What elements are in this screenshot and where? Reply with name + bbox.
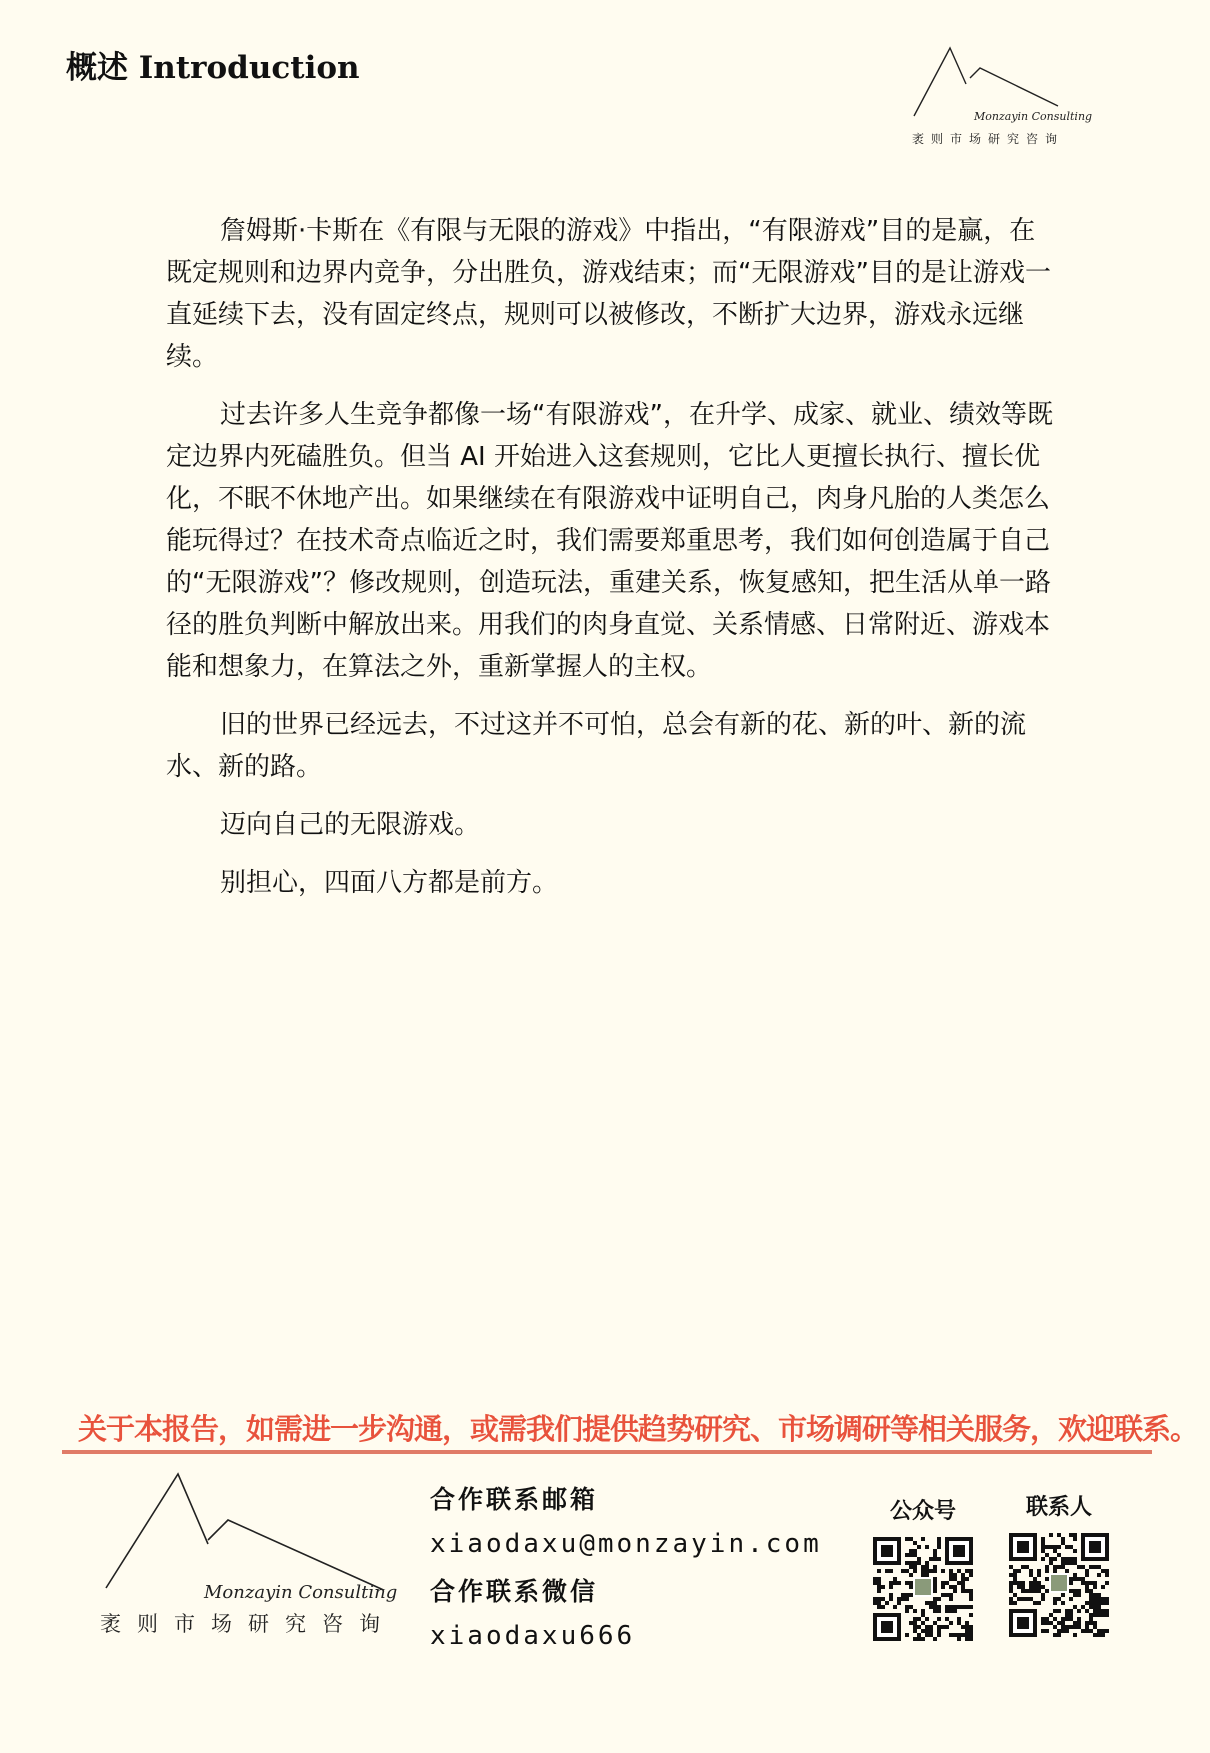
mountain-logo-icon [96,1470,416,1590]
qr-official-account [868,1494,978,1645]
wechat-id: xiaodaxu666 [430,1621,636,1651]
mountain-logo-icon [908,46,1094,118]
contact-info [430,1478,822,1662]
email-label: 合作联系邮箱 [430,1485,599,1514]
paragraph-1: 詹姆斯·卡斯在《有限与无限的游戏》中指出，“有限游戏”目的是赢，在既定规则和边界内竞争，分出胜负，游戏结束；而“无限游戏”目的是让游戏一直延续下去，没有固定终点，规则可以被修改，不断扩大边界，游戏永远继续。 [166,216,1051,372]
qr-official-label: 公众号 [889,1499,956,1524]
brand-script-name: Monzayin Consulting [974,110,1093,123]
qr-code-icon [873,1537,973,1641]
wechat-label: 合作联系微信 [430,1577,599,1606]
qr-contact-label: 联系人 [1025,1495,1092,1520]
email-address[interactable]: xiaodaxu@monzayin.com [430,1529,822,1559]
paragraph-3: 旧的世界已经远去，不过这并不可怕，总会有新的花、新的叶、新的流水、新的路。 [166,710,1027,782]
divider [62,1450,1152,1454]
contact-cta: 关于本报告，如需进一步沟通，或需我们提供趋势研究、市场调研等相关服务，欢迎联系。 [78,1412,1199,1446]
page-title: 概述 Introduction [66,50,360,86]
brand-script-name: Monzayin Consulting [204,1582,398,1603]
brand-cn-name: 袤则市场研究咨询 [912,132,1065,146]
body-text [166,210,1056,920]
brand-logo-bottom [96,1470,416,1640]
paragraph-4: 迈向自己的无限游戏。 [220,810,481,840]
brand-cn-name: 袤则市场研究咨询 [100,1612,396,1636]
paragraph-2: 过去许多人生竞争都像一场“有限游戏”，在升学、成家、就业、绩效等既定边界内死磕胜负。但当 AI 开始进入这套规则，它比人更擅长执行、擅长优化，不眠不休地产出。如果继续在有限游戏中证明自己，肉身凡胎的人类怎么能玩得过？在技术奇点临近之时，我们需要郑重思考，我们如何创造属于自己的“无限游戏”？修改规则，创造玩法，重建关系，恢复感知，把生活从单一路径的胜负判断中解放出来。用我们的肉身直觉、关系情感、日常附近、游戏本能和想象力，在算法之外，重新掌握人的主权。 [166,400,1053,682]
brand-logo-top [908,46,1094,146]
paragraph-5: 别担心，四面八方都是前方。 [220,868,559,898]
qr-code-icon [1009,1533,1109,1637]
qr-contact-person [1004,1490,1114,1641]
